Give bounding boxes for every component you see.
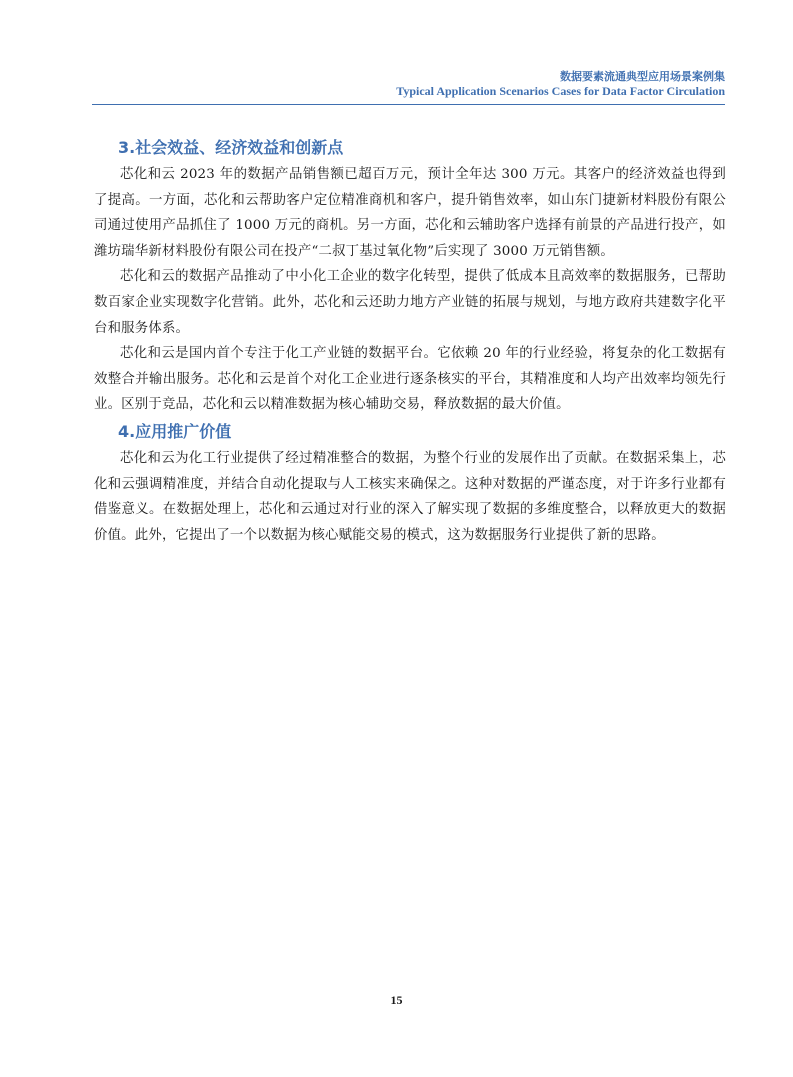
section-social-economic-benefits <box>94 136 726 418</box>
paragraph: 芯化和云 2023 年的数据产品销售额已超百万元，预计全年达 300 万元。其客户的经济效益也得到了提高。一方面，芯化和云帮助客户定位精准商机和客户，提升销售效率，如山东门捷新材料股份有限公司通过使用产品抓住了 1000 万元的商机。另一方面，芯化和云辅助客户选择有前景的产品进行投产，如潍坊瑞华新材料股份有限公司在投产“二叔丁基过氧化物”后实现了 3000 万元销售额。 <box>94 167 726 259</box>
header-title-en: Typical Application Scenarios Cases for Data Factor Circulation <box>396 84 725 98</box>
section-title: 4.应用推广价值 <box>118 421 232 441</box>
page-content <box>94 136 726 548</box>
paragraph: 芯化和云是国内首个专注于化工产业链的数据平台。它依赖 20 年的行业经验，将复杂的化工数据有效整合并输出服务。芯化和云是首个对化工企业进行逐条核实的平台，其精准度和人均产出效率均领先行业。区别于竞品，芯化和云以精准数据为核心辅助交易，释放数据的最大价值。 <box>94 346 726 413</box>
page-number: 15 <box>390 993 403 1007</box>
section-title: 3.社会效益、经济效益和创新点 <box>118 138 344 157</box>
header-title-cn: 数据要素流通典型应用场景案例集 <box>560 70 725 83</box>
paragraph: 芯化和云的数据产品推动了中小化工企业的数字化转型，提供了低成本且高效率的数据服务，已帮助数百家企业实现数字化营销。此外，芯化和云还助力地方产业链的拓展与规划，与地方政府共建数字化平台和服务体系。 <box>94 269 726 336</box>
section-application-promotion-value <box>94 420 726 548</box>
paragraph: 芯化和云为化工行业提供了经过精准整合的数据，为整个行业的发展作出了贡献。在数据采集上，芯化和云强调精准度，并结合自动化提取与人工核实来确保之。这种对数据的严谨态度，对于许多行业都有借鉴意义。在数据处理上，芯化和云通过对行业的深入了解实现了数据的多维度整合，以释放更大的数据价值。此外，它提出了一个以数据为核心赋能交易的模式，这为数据服务行业提供了新的思路。 <box>94 450 726 543</box>
page-header <box>92 64 725 105</box>
